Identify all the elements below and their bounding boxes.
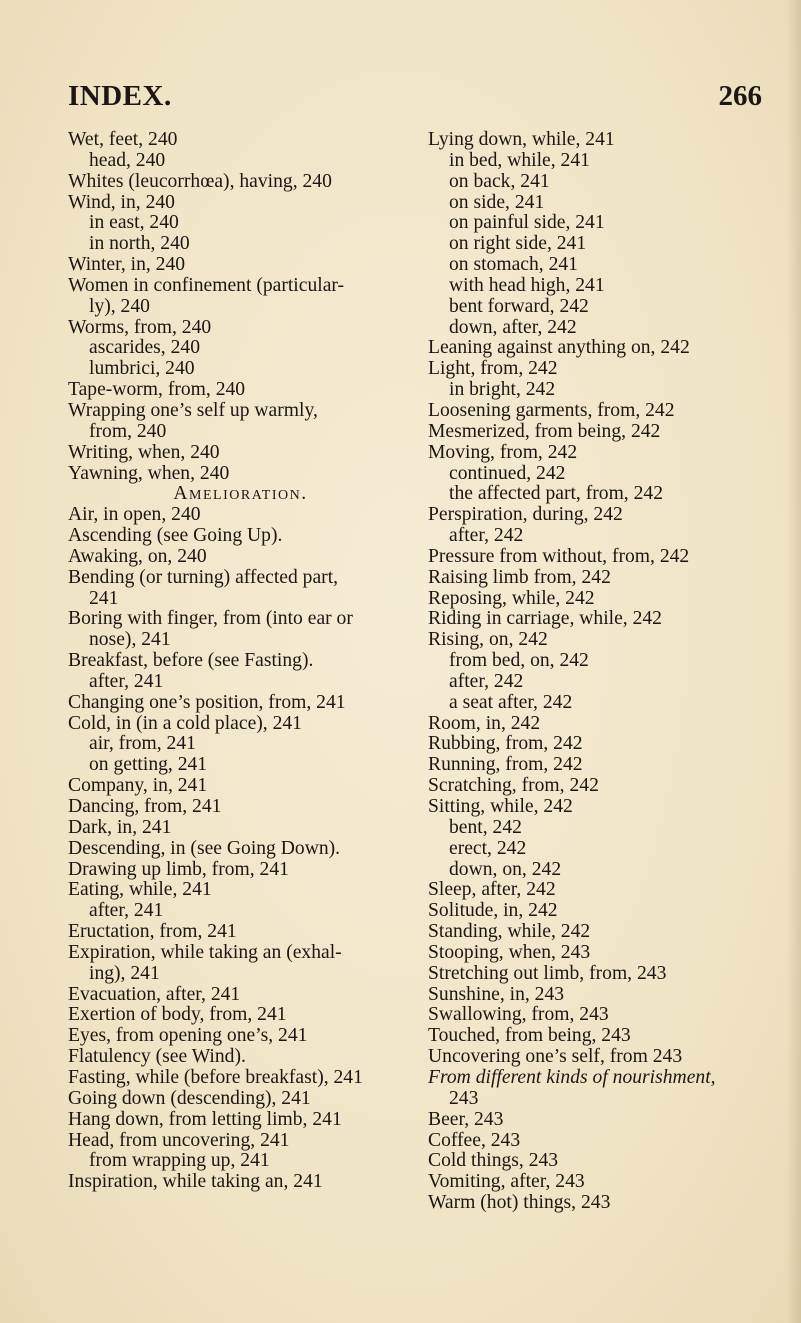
index-entry: Scratching, from, 242 <box>428 775 599 797</box>
index-entry: bent, 242 <box>449 816 522 838</box>
index-entry: Sitting, while, 242 <box>428 796 573 817</box>
index-entry: Awaking, on, 240 <box>68 545 207 567</box>
section-heading: Amelioration. <box>173 483 308 505</box>
index-entry: Solitude, in, 242 <box>428 900 558 922</box>
index-entry: Warm (hot) things, 243 <box>428 1192 611 1214</box>
index-entry: Company, in, 241 <box>68 775 208 797</box>
page-header <box>68 80 762 120</box>
index-entry: after, 241 <box>89 670 164 692</box>
index-entry: on painful side, 241 <box>449 212 605 234</box>
index-entry: on side, 241 <box>449 191 545 213</box>
index-entry: Touched, from being, 243 <box>428 1025 631 1047</box>
index-entry: Standing, while, 242 <box>428 921 591 943</box>
index-entry: in bed, while, 241 <box>449 149 590 171</box>
index-entry: on right side, 241 <box>449 233 587 255</box>
index-entry: Tape-worm, from, 240 <box>68 379 246 401</box>
index-column-left <box>68 130 413 1193</box>
index-entry: Flatulency (see Wind). <box>68 1046 246 1068</box>
index-entry: Sleep, after, 242 <box>428 879 556 901</box>
index-entry: Drawing up limb, from, 241 <box>68 858 289 880</box>
index-entry: after, 241 <box>89 900 164 922</box>
index-entry: ing), 241 <box>89 962 160 984</box>
index-entry: Winter, in, 240 <box>68 254 186 276</box>
index-entry: the affected part, from, 242 <box>449 483 663 505</box>
index-entry: erect, 242 <box>449 837 527 859</box>
index-entry: down, on, 242 <box>449 858 562 880</box>
index-entry: Descending, in (see Going Down). <box>68 837 341 859</box>
index-entry: in bright, 242 <box>449 379 556 401</box>
index-entry: Stretching out limb, from, 243 <box>428 962 667 984</box>
index-entry: Wind, in, 240 <box>68 191 175 213</box>
index-entry: Inspiration, while taking an, 241 <box>68 1171 323 1193</box>
index-entry: Dancing, from, 241 <box>68 796 222 817</box>
index-entry: on back, 241 <box>449 170 550 192</box>
running-title: INDEX. <box>68 80 172 112</box>
index-entry: Reposing, while, 242 <box>428 587 595 609</box>
index-entry: Going down (descending), 241 <box>68 1087 311 1109</box>
index-entry: Sunshine, in, 243 <box>428 983 565 1005</box>
index-entry: after, 242 <box>449 525 524 547</box>
index-entry: Yawning, when, 240 <box>68 462 230 484</box>
index-entry: Fasting, while (before breakfast), 241 <box>68 1066 363 1088</box>
index-entry: a seat after, 242 <box>449 691 573 713</box>
index-entry: Exertion of body, from, 241 <box>68 1004 287 1026</box>
index-entry: in north, 240 <box>89 233 190 255</box>
index-entry: Hang down, from letting limb, 241 <box>68 1108 342 1130</box>
index-entry: Perspiration, during, 242 <box>428 504 623 526</box>
index-entry: Boring with finger, from (into ear or <box>68 608 353 630</box>
index-entry: Ascending (see Going Up). <box>68 525 283 547</box>
index-entry: continued, 242 <box>449 462 566 484</box>
index-entry: Rising, on, 242 <box>428 629 548 651</box>
index-entry: after, 242 <box>449 670 524 692</box>
index-entry: in east, 240 <box>89 212 179 234</box>
index-entry: Wet, feet, 240 <box>68 129 178 150</box>
index-entry: 243 <box>449 1087 479 1109</box>
index-entry: Rubbing, from, 242 <box>428 733 583 755</box>
index-entry: air, from, 241 <box>89 733 196 755</box>
index-entry: Stooping, when, 243 <box>428 941 591 963</box>
index-entry: Air, in open, 240 <box>68 504 201 526</box>
index-entry: from wrapping up, 241 <box>89 1150 270 1172</box>
page-edge-shadow <box>787 0 801 1323</box>
index-entry: Loosening garments, from, 242 <box>428 399 675 421</box>
index-entry: Coffee, 243 <box>428 1129 521 1151</box>
index-entry: down, after, 242 <box>449 316 577 338</box>
index-entry: Beer, 243 <box>428 1108 504 1130</box>
index-entry: on stomach, 241 <box>449 254 578 276</box>
index-entry: Dark, in, 241 <box>68 816 172 838</box>
index-entry: Cold, in (in a cold place), 241 <box>68 712 302 734</box>
index-entry: lumbrici, 240 <box>89 358 195 380</box>
index-entry: head, 240 <box>89 149 166 171</box>
index-entry: Cold things, 243 <box>428 1150 559 1172</box>
index-entry: from, 240 <box>89 420 167 442</box>
index-entry: Pressure from without, from, 242 <box>428 545 690 567</box>
index-entry: Eyes, from opening one’s, 241 <box>68 1025 308 1047</box>
index-entry: Mesmerized, from being, 242 <box>428 420 661 442</box>
index-entry: Writing, when, 240 <box>68 441 220 463</box>
index-column-right <box>428 130 778 1214</box>
index-entry: Bending (or turning) affected part, <box>68 566 339 588</box>
index-entry: Head, from uncovering, 241 <box>68 1129 290 1151</box>
index-entry: from bed, on, 242 <box>449 650 589 672</box>
index-entry: Uncovering one’s self, from 243 <box>428 1046 683 1068</box>
index-entry: on getting, 241 <box>89 754 208 776</box>
index-entry: Whites (leucorrhœa), having, 240 <box>68 170 332 192</box>
index-entry: Room, in, 242 <box>428 712 541 734</box>
index-entry: Swallowing, from, 243 <box>428 1004 609 1026</box>
index-entry: From different kinds of nourishment, <box>428 1066 716 1088</box>
index-entry: bent forward, 242 <box>449 295 589 317</box>
index-entry: Moving, from, 242 <box>428 441 578 463</box>
index-entry: Running, from, 242 <box>428 754 583 776</box>
page-number: 266 <box>718 80 762 112</box>
index-entry: Breakfast, before (see Fasting). <box>68 650 314 672</box>
index-entry: Expiration, while taking an (exhal- <box>68 941 342 963</box>
index-entry: with head high, 241 <box>449 274 605 296</box>
index-entry: Raising limb from, 242 <box>428 566 611 588</box>
index-entry: nose), 241 <box>89 629 171 651</box>
index-entry: Evacuation, after, 241 <box>68 983 241 1005</box>
index-entry: Women in confinement (particular- <box>68 274 345 296</box>
index-entry: Riding in carriage, while, 242 <box>428 608 662 630</box>
index-entry: ly), 240 <box>89 295 150 317</box>
index-entry: Leaning against anything on, 242 <box>428 337 690 359</box>
index-entry: Light, from, 242 <box>428 358 558 380</box>
index-entry: ascarides, 240 <box>89 337 200 359</box>
index-entry: Vomiting, after, 243 <box>428 1171 585 1193</box>
index-entry: Eructation, from, 241 <box>68 921 237 943</box>
index-entry: Worms, from, 240 <box>68 316 212 338</box>
index-entry: 241 <box>89 587 119 609</box>
index-entry: Lying down, while, 241 <box>428 129 615 150</box>
index-entry: Wrapping one’s self up warmly, <box>68 399 318 421</box>
index-entry: Eating, while, 241 <box>68 879 212 901</box>
index-entry: Changing one’s position, from, 241 <box>68 691 346 713</box>
